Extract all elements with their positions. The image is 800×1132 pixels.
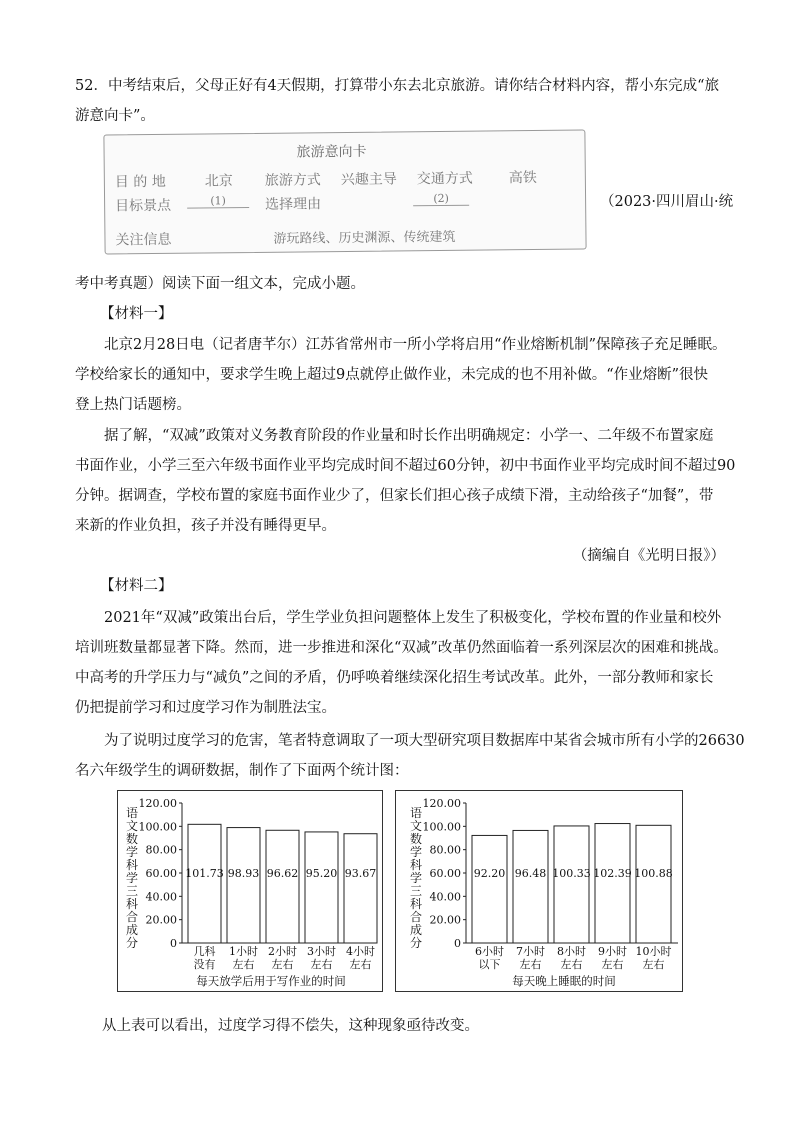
y-axis-label-char: 语 [126, 806, 139, 820]
text-line: 分钟。据调查，学校布置的家庭书面作业少了，但家长们担心孩子成绩下滑，主动给孩子“加餐”，带 [75, 488, 714, 504]
x-tick-label: 左右 [519, 958, 542, 971]
text-line: 据了解，“双减”政策对义务教育阶段的作业量和时长作出明确规定：小学一、二年级不布置家庭 [104, 428, 714, 444]
x-tick-label: 1小时 [229, 945, 258, 958]
text-line: 名六年级学生的调研数据，制作了下面两个统计图： [75, 763, 409, 779]
y-axis-label-char: 学 [410, 845, 423, 859]
card-spot-blank: (1) [187, 194, 249, 209]
y-tick-label: 40.00 [429, 890, 461, 904]
material2-heading: 【材料二】 [100, 578, 173, 594]
x-tick-label: 左右 [310, 958, 333, 971]
bar-value-label: 98.93 [227, 867, 260, 880]
source-note-part1: （2023·四川眉山·统 [600, 194, 734, 210]
travel-intention-card [103, 129, 586, 254]
card-mode-label: 旅游方式 [264, 172, 321, 189]
x-tick-label: 没有 [193, 958, 216, 971]
y-axis-label-char: 数 [126, 832, 139, 846]
x-tick-label: 4小时 [346, 945, 375, 958]
y-axis-label-char: 科 [126, 858, 139, 872]
text-line: 登上热门话题榜。 [75, 397, 191, 413]
x-tick-label: 8小时 [557, 945, 586, 958]
x-tick-label: 6小时 [475, 945, 504, 958]
bar [266, 830, 299, 943]
y-tick-label: 80.00 [145, 843, 177, 857]
x-tick-label: 10小时 [635, 945, 672, 958]
card-spot-label: 目标景点 [115, 197, 172, 215]
question-line-2: 游意向卡”。 [75, 108, 155, 124]
y-axis-label-char: 成 [410, 923, 423, 937]
x-tick-label: 几科 [193, 945, 216, 958]
bar [513, 830, 548, 943]
bar [472, 835, 507, 943]
text-line: 学校给家长的通知中，要求学生晚上超过9点就停止做作业，未完成的也不用补做。“作业熔断”很快 [75, 367, 709, 383]
y-tick-label: 120.00 [138, 797, 177, 810]
x-tick-label: 以下 [478, 958, 501, 971]
bar-value-label: 102.39 [593, 867, 632, 880]
x-tick-label: 左右 [349, 958, 372, 971]
bar [305, 832, 338, 943]
y-axis-label-char: 三 [410, 884, 423, 898]
y-axis-label-char: 科 [410, 897, 423, 911]
y-axis-label-char: 学 [126, 845, 139, 859]
question-line-1: 52．中考结束后，父母正好有4天假期，打算带小东去北京旅游。请你结合材料内容，帮小东完成“旅 [75, 78, 720, 94]
homework-time-chart-svg [118, 791, 382, 991]
chart-homework-time [117, 790, 383, 992]
x-tick-label: 左右 [642, 958, 665, 971]
x-axis-title: 每天放学后用于写作业的时间 [196, 974, 346, 988]
bar [636, 825, 671, 943]
x-tick-label: 左右 [271, 958, 294, 971]
y-axis-label-char: 合 [126, 910, 139, 924]
material1-paragraph-1 [75, 330, 725, 420]
y-tick-label: 0 [170, 937, 177, 950]
card-reason-label: 选择理由 [265, 196, 322, 213]
text-line: 培训班数量都显著下降。然而，进一步推进和深化“双减”改革仍然面临着一系列深层次的困难和挑战。 [75, 640, 728, 656]
material1-source: （摘编自《光明日报》） [572, 548, 725, 564]
y-axis-label-char: 分 [126, 936, 139, 950]
bar-value-label: 96.48 [514, 867, 547, 880]
text-line: 为了说明过度学习的危害，笔者特意调取了一项大型研究项目数据库中某省会城市所有小学的26630 [104, 733, 745, 749]
material2-paragraph-2 [75, 726, 745, 786]
x-tick-label: 左右 [601, 958, 624, 971]
y-axis-label-char: 分 [410, 936, 423, 950]
chart-sleep-time [395, 790, 683, 992]
y-axis-label-char: 学 [126, 871, 139, 885]
y-axis-label-char: 数 [410, 832, 423, 846]
x-tick-label: 左右 [232, 958, 255, 971]
source-note-part2: 考中考真题）阅读下面一组文本，完成小题。 [75, 276, 365, 292]
bar [344, 834, 377, 943]
text-line: 书面作业，小学三至六年级书面作业平均完成时间不超过60分钟，初中书面作业平均完成时间不超过90 [75, 458, 736, 474]
card-transport-value: 高铁 [508, 169, 537, 187]
material2-paragraph-1 [75, 603, 728, 723]
material1-paragraph-2 [75, 421, 736, 541]
card-reason-blank: (2) [413, 192, 469, 207]
bar-value-label: 100.88 [634, 867, 673, 880]
y-tick-label: 80.00 [429, 843, 461, 857]
x-tick-label: 2小时 [268, 945, 297, 958]
material1-heading: 【材料一】 [100, 306, 173, 322]
y-axis-label-char: 合 [410, 910, 423, 924]
x-tick-label: 9小时 [598, 945, 627, 958]
bar-value-label: 101.73 [185, 867, 224, 880]
text-line: 来新的作业负担，孩子并没有睡得更早。 [75, 518, 336, 534]
y-axis-label-char: 文 [126, 819, 139, 833]
card-focus-value: 游玩路线、历史渊源、传统建筑 [273, 229, 456, 247]
x-axis-title: 每天晚上睡眠的时间 [512, 974, 616, 988]
y-axis-label-char: 学 [410, 871, 423, 885]
card-dest-label: 目 的 地 [114, 173, 166, 191]
y-tick-label: 60.00 [145, 867, 177, 880]
card-title: 旅游意向卡 [296, 143, 367, 161]
y-tick-label: 40.00 [145, 890, 177, 904]
y-tick-label: 100.00 [422, 820, 461, 834]
y-tick-label: 60.00 [429, 867, 461, 880]
y-tick-label: 120.00 [422, 797, 461, 810]
bar-value-label: 92.20 [473, 867, 506, 880]
card-mode-value: 兴趣主导 [340, 171, 397, 189]
card-focus-label: 关注信息 [115, 231, 172, 249]
text-line: 仍把提前学习和过度学习作为制胜法宝。 [75, 700, 336, 716]
x-tick-label: 左右 [560, 958, 583, 971]
y-axis-label-char: 语 [410, 806, 423, 820]
bar-value-label: 96.62 [266, 867, 299, 880]
bar [188, 824, 221, 943]
bar-value-label: 100.33 [552, 867, 591, 880]
bar [554, 826, 589, 943]
y-tick-label: 0 [454, 937, 461, 950]
conclusion: 从上表可以看出，过度学习得不偿失，这种现象亟待改变。 [102, 1018, 479, 1034]
y-tick-label: 20.00 [145, 913, 177, 927]
x-tick-label: 7小时 [516, 945, 545, 958]
bar-value-label: 93.67 [344, 867, 377, 880]
bar [227, 828, 260, 943]
x-tick-label: 3小时 [307, 945, 336, 958]
y-axis-label-char: 三 [126, 884, 139, 898]
card-transport-label: 交通方式 [416, 170, 473, 188]
text-line: 中高考的升学压力与“减负”之间的矛盾，仍呼唤着继续深化招生考试改革。此外，一部分教师和家长 [75, 670, 714, 686]
text-line: 北京2月28日电（记者唐芊尔）江苏省常州市一所小学将启用“作业熔断机制”保障孩子充足睡眠。 [104, 337, 727, 353]
bar-value-label: 95.20 [305, 867, 338, 880]
y-tick-label: 20.00 [429, 913, 461, 927]
text-line: 2021年“双减”政策出台后，学生学业负担问题整体上发生了积极变化，学校布置的作业量和校外 [104, 610, 722, 626]
y-axis-label-char: 科 [410, 858, 423, 872]
sleep-time-chart-svg [396, 791, 682, 991]
y-axis-label-char: 文 [410, 819, 423, 833]
y-tick-label: 100.00 [138, 820, 177, 834]
card-dest-value: 北京 [204, 173, 233, 190]
bar [595, 824, 630, 943]
y-axis-label-char: 科 [126, 897, 139, 911]
y-axis-label-char: 成 [126, 923, 139, 937]
